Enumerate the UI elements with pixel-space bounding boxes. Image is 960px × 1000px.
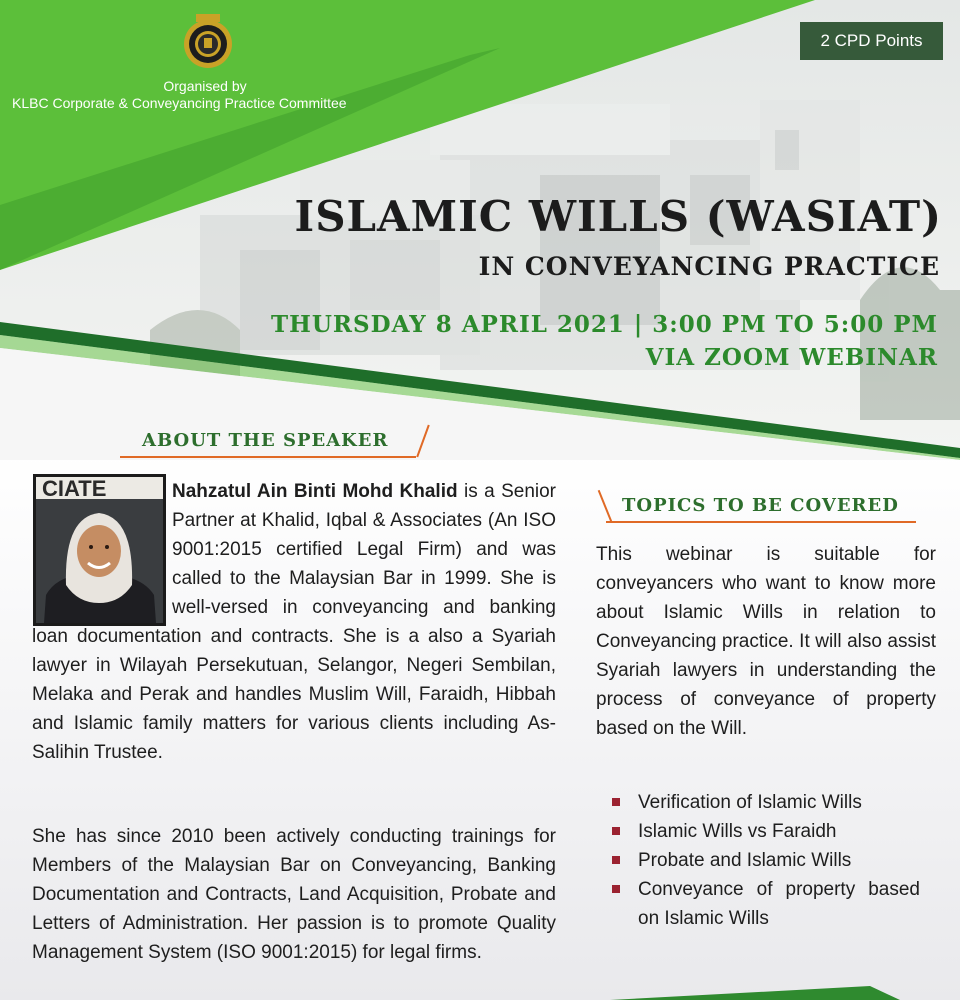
topics-description: This webinar is suitable for conveyancers who want to know more about Islamic Wills in relation to Conveyancing practice. It will also assist Syariah lawyers in understanding the process of conveyance of property based on the Will. [596,544,936,739]
square-bullet-icon [612,827,620,835]
topic-text: Probate and Islamic Wills [638,850,852,871]
event-subtitle: IN CONVEYANCING PRACTICE [478,252,940,281]
list-item [612,788,920,817]
topics-list [612,788,920,933]
speaker-bio-text: is a Senior Partner at Khalid, Iqbal & Associates (An ISO 9001:2015 certified Legal Firm) and was called to the Malaysian Bar in 1999. She is well-versed in conveyancing and banking loan documentation and contracts. She is a also a Syariah lawyer in Wilayah Persekutuan, Selangor, Negeri Sembilan, Melaka and Perak and handles Muslim Will, Faraidh, Hibbah and Islamic family matters for various clients including As-Salihin Trustee. [32,481,557,763]
topic-text: Verification of Islamic Wills [638,792,862,813]
list-item [612,846,920,875]
square-bullet-icon [612,885,620,893]
organised-by-label: Organised by [163,78,247,94]
list-item [612,875,920,933]
square-bullet-icon [612,856,620,864]
speaker-name: Nahzatul Ain Binti Mohd Khalid [172,481,458,502]
about-speaker-heading: ABOUT THE SPEAKER [142,430,389,451]
event-date-time: THURSDAY 8 APRIL 2021 | 3:00 PM TO 5:00 PM [271,311,938,338]
cpd-points-badge: 2 CPD Points [800,22,943,60]
svg-text:CIATE: CIATE [42,477,107,501]
speaker-bio [32,477,556,767]
list-item [612,817,920,846]
klbc-logo [182,12,234,72]
organiser-committee: KLBC Corporate & Conveyancing Practice Committee [12,95,347,111]
photo-spacer [32,477,172,622]
topics-heading: TOPICS TO BE COVERED [622,495,899,516]
event-title: ISLAMIC WILLS (WASIAT) [294,192,942,241]
speaker-bio-continued: She has since 2010 been actively conducting trainings for Members of the Malaysian Bar on Conveyancing, Banking Documentation and Contracts, Land Acquisition, Probate and Letters of Administration. Her passion is to promote Quality Management System (ISO 9001:2015) for legal firms. [32,826,556,963]
about-heading-underline [120,456,416,458]
topic-text: Conveyance of property based on Islamic Wills [638,879,920,929]
event-venue: VIA ZOOM WEBINAR [645,344,938,371]
square-bullet-icon [612,798,620,806]
topics-heading-underline [606,521,916,523]
topic-text: Islamic Wills vs Faraidh [638,821,837,842]
